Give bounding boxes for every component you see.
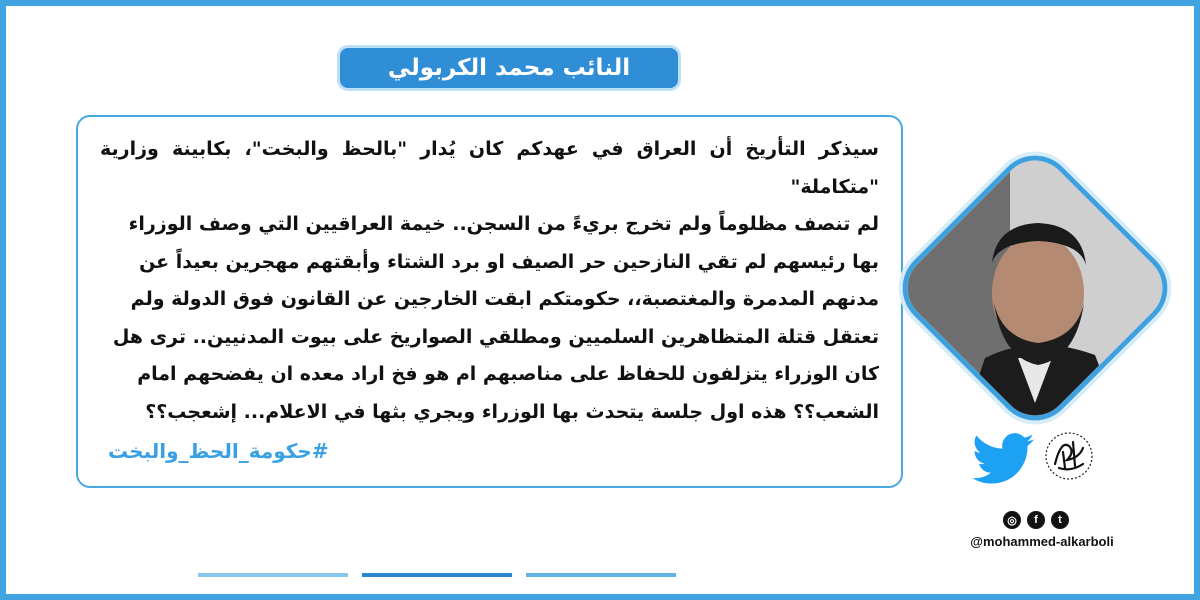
facebook-icon[interactable]: f	[1027, 511, 1045, 529]
statement-line: بها رئيسهم لم تقي النازحين حر الصيف او برد الشتاء وأبقتهم مهجرين بعيداً عن	[139, 250, 879, 273]
page-title: النائب محمد الكربولي	[387, 55, 631, 81]
instagram-icon[interactable]: ◎	[1003, 511, 1021, 529]
decor-bar-right	[526, 573, 676, 577]
statement-line: سيذكر التأريخ أن العراق في عهدكم كان يُدار "بالحظ والبخت"، بكابينة وزارية "متكاملة"	[100, 138, 879, 198]
statement-text	[100, 131, 879, 431]
statement-line: تعتقل قتلة المتظاهرين السلميين ومطلقي الصواريخ على بيوت المدنيين.. ترى هل	[112, 325, 879, 348]
twitter-icon[interactable]: t	[1051, 511, 1069, 529]
title-banner	[340, 48, 678, 88]
decor-bar-middle	[362, 573, 512, 577]
social-handle: @mohammed-alkarboli	[970, 534, 1114, 549]
statement-line: كان الوزراء يتزلفون للحفاظ على مناصبهم ام هو فخ اراد معده ان يفضحهم امام	[137, 363, 879, 385]
statement-line: مدنهم المدمرة والمغتصبة،، حكومتكم ابقت الخارجين عن القانون فوق الدولة ولم	[130, 288, 879, 310]
twitter-bird-icon	[972, 433, 1034, 485]
hashtag: #حكومة_الحظ_والبخت	[108, 439, 329, 463]
statement-line: لم تنصف مظلوماً ولم تخرج بريءً من السجن.. خيمة العراقيين التي وصف الوزراء	[128, 213, 879, 235]
social-icons	[996, 511, 1076, 531]
decor-bar-left	[198, 573, 348, 577]
statement-box	[76, 115, 903, 488]
statement-line: الشعب؟؟ هذه اول جلسة يتحدث بها الوزراء ويجري بثها في الاعلام... إشعجب؟؟	[145, 400, 879, 423]
calligraphy-logo-icon	[1043, 428, 1095, 484]
